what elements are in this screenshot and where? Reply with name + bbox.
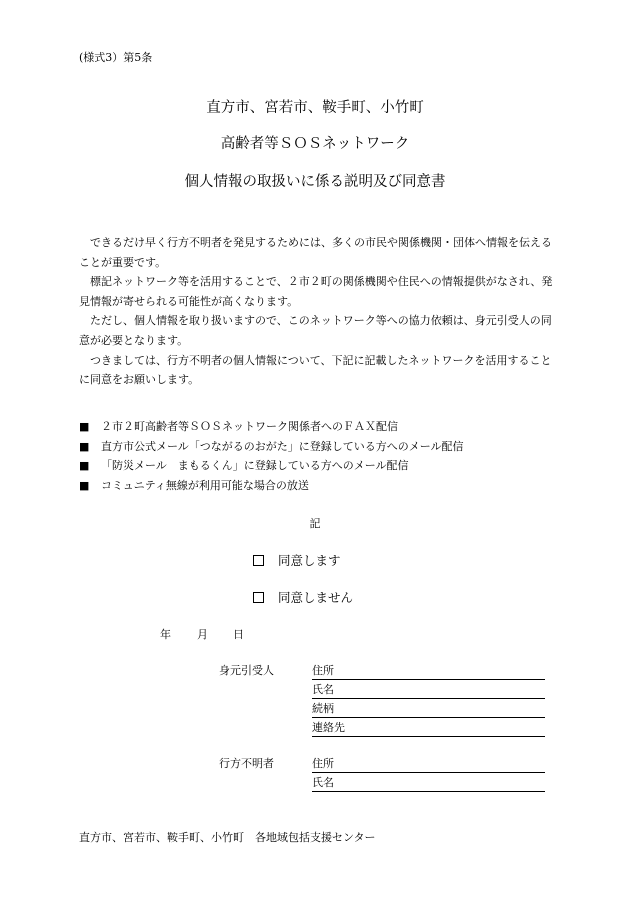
- guarantor-address-field[interactable]: [312, 662, 545, 680]
- field-label: 続柄: [312, 702, 334, 715]
- list-item-text: 直方市公式メール「つながるのおがた」に登録している方へのメール配信: [101, 439, 464, 453]
- missing-person-name-field[interactable]: [312, 774, 545, 792]
- list-item: [79, 417, 464, 437]
- paragraph-1: できるだけ早く行方不明者を発見するためには、多くの市民や関係機関・団体へ情報を伝えることが重要です。: [79, 236, 552, 269]
- month-label: 月: [197, 628, 208, 641]
- list-item-text: ２市２町高齢者等ＳＯＳネットワーク関係者へのＦＡＸ配信: [101, 420, 398, 433]
- title-municipalities: 直方市、宮若市、鞍手町、小竹町: [206, 100, 424, 116]
- title-network: 高齢者等ＳＯＳネットワーク: [220, 136, 410, 152]
- field-label: 連絡先: [312, 721, 345, 734]
- agree-option[interactable]: [253, 551, 341, 569]
- field-label: 住所: [312, 664, 334, 677]
- square-bullet-icon: ■: [79, 459, 90, 472]
- guarantor-contact-field[interactable]: [312, 719, 545, 737]
- paragraph-4: つきましては、行方不明者の個人情報について、下記に記載したネットワークを活用することに同意をお願いします。: [79, 353, 552, 387]
- list-item: [79, 456, 464, 476]
- explanation-text: [79, 233, 555, 390]
- list-item-text: コミュニティ無線が利用可能な場合の放送: [101, 478, 309, 492]
- guarantor-label: 身元引受人: [219, 664, 274, 677]
- paragraph-2: 標記ネットワーク等を活用することで、２市２町の関係機関や住民への情報提供がなされ、発見情報が寄せられる可能性が高くなります。: [79, 275, 553, 308]
- list-item: [79, 476, 464, 496]
- field-label: 住所: [312, 757, 334, 770]
- missing-person-label: 行方不明者: [219, 757, 274, 770]
- ki-heading: 記: [309, 517, 321, 530]
- agree-label: 同意します: [278, 553, 341, 568]
- form-number: (様式3）第5条: [79, 51, 153, 64]
- field-label: 氏名: [312, 683, 334, 696]
- agree-checkbox[interactable]: [253, 555, 264, 566]
- title-document: 個人情報の取扱いに係る説明及び同意書: [184, 174, 446, 190]
- list-item-text: 「防災メール まもるくん」に登録している方へのメール配信: [101, 459, 409, 472]
- missing-person-address-field[interactable]: [312, 755, 545, 773]
- paragraph-3: ただし、個人情報を取り扱いますので、このネットワーク等への協力依頼は、身元引受人の同意が必要となります。: [79, 314, 552, 347]
- distribution-list: [79, 417, 464, 495]
- square-bullet-icon: ■: [79, 420, 90, 433]
- footer-organizations: 直方市、宮若市、鞍手町、小竹町 各地域包括支援センター: [79, 831, 376, 844]
- guarantor-relationship-field[interactable]: [312, 700, 545, 718]
- square-bullet-icon: ■: [79, 439, 90, 453]
- day-label: 日: [233, 628, 244, 641]
- date-field[interactable]: [160, 626, 244, 642]
- guarantor-name-field[interactable]: [312, 681, 545, 699]
- square-bullet-icon: ■: [79, 478, 90, 492]
- field-label: 氏名: [312, 776, 334, 789]
- disagree-option[interactable]: [253, 588, 353, 606]
- list-item: [79, 437, 464, 457]
- disagree-checkbox[interactable]: [253, 592, 264, 603]
- year-label: 年: [160, 628, 171, 641]
- disagree-label: 同意しません: [278, 590, 354, 605]
